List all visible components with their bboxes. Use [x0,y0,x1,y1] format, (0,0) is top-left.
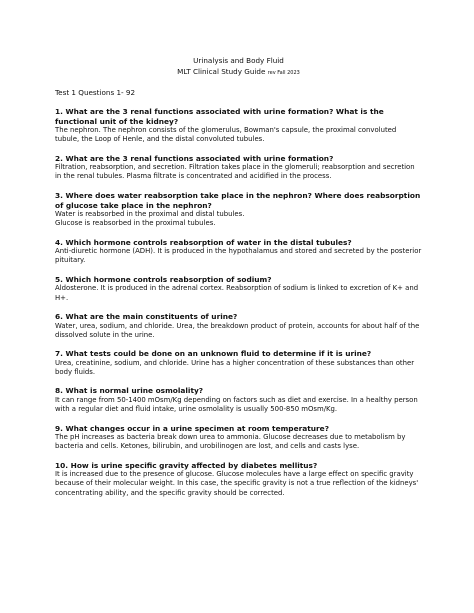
question-text: 4. Which hormone controls reabsorption of water in the distal tubules? [55,237,352,247]
question-text: 10. How is urine specific gravity affected by diabetes mellitus? [55,460,318,470]
answer-text: It can range from 50-1400 mOsm/Kg depending on factors such as diet and exercise. In a healthy person with a regular diet and fluid intake, urine osmolality is usually 500-850 mOsm/Kg. [55,395,418,414]
question-block [55,349,422,377]
answer-text: Glucose is reabsorbed in the proximal tubules. [55,219,216,228]
answer-text: Urea, creatinine, sodium, and chloride. Urine has a higher concentration of these substances than other body fluids. [55,358,415,376]
question-text: 2. What are the 3 renal functions associated with urine formation? [55,153,334,163]
answer-text: Water is reabsorbed in the proximal and distal tubules. [55,210,245,219]
question-block [55,312,422,340]
subtitle-main: MLT Clinical Study Guide [177,66,266,76]
question-block [55,424,422,452]
answer-text: The pH increases as bacteria break down urea to ammonia. Glucose decreases due to metabolism by bacteria and cells. Ketones, bilirubin, and urobilinogen are lost, and cells and casts lyse. [55,433,406,451]
answer-text: Filtration, reabsorption, and secretion. Filtration takes place in the glomeruli; reabsorption and secretion in the renal tubules. Plasma filtrate is concentrated and acidified in the process. [55,163,415,181]
question-text: 5. Which hormone controls reabsorption of sodium? [55,274,272,284]
question-block [55,191,422,228]
question-block [55,461,422,498]
document-header [55,56,422,78]
question-text: 6. What are the main constituents of urine? [55,312,238,322]
question-block [55,238,422,266]
answer-text: The nephron. The nephron consists of the glomerulus, Bowman's capsule, the proximal convoluted tubule, the Loop of Henle, and the distal convoluted tubules. [55,126,397,144]
document-title: Urinalysis and Body Fluid [193,56,284,65]
question-block [55,107,422,144]
question-text: 1. What are the 3 renal functions associated with urine formation? What is the functional unit of the kidney? [55,107,384,126]
question-block [55,275,422,303]
question-block [55,386,422,414]
question-text: 8. What is normal urine osmolality? [55,386,204,396]
question-list [55,107,422,498]
answer-text: Water, urea, sodium, and chloride. Urea, the breakdown product of protein, accounts for about half of the dissolved solute in the urine. [55,321,420,339]
answer-text: It is increased due to the presence of glucose. Glucose molecules have a large effect on specific gravity because of their molecular weight. In this case, the specific gravity is not a true reflection of the kidneys' concentrating ability, and the specific gravity should be corrected. [55,470,419,497]
answer-text: Anti-diuretic hormone (ADH). It is produced in the hypothalamus and stored and secreted by the posterior pituitary. [55,247,422,265]
test-range-label: Test 1 Questions 1- 92 [55,88,136,97]
question-block [55,154,422,182]
revision-note: rev Fall 2023 [267,69,300,76]
document-subtitle [55,67,422,79]
question-text: 3. Where does water reabsorption take place in the nephron? Where does reabsorption of glucose take place in the nephron? [55,190,421,210]
answer-text: Aldosterone. It is produced in the adrenal cortex. Reabsorption of sodium is linked to excretion of K+ and H+. [55,284,419,302]
question-text: 9. What changes occur in a urine specimen at room temperature? [55,423,329,433]
question-text: 7. What tests could be done on an unknown fluid to determine if it is urine? [55,349,372,359]
